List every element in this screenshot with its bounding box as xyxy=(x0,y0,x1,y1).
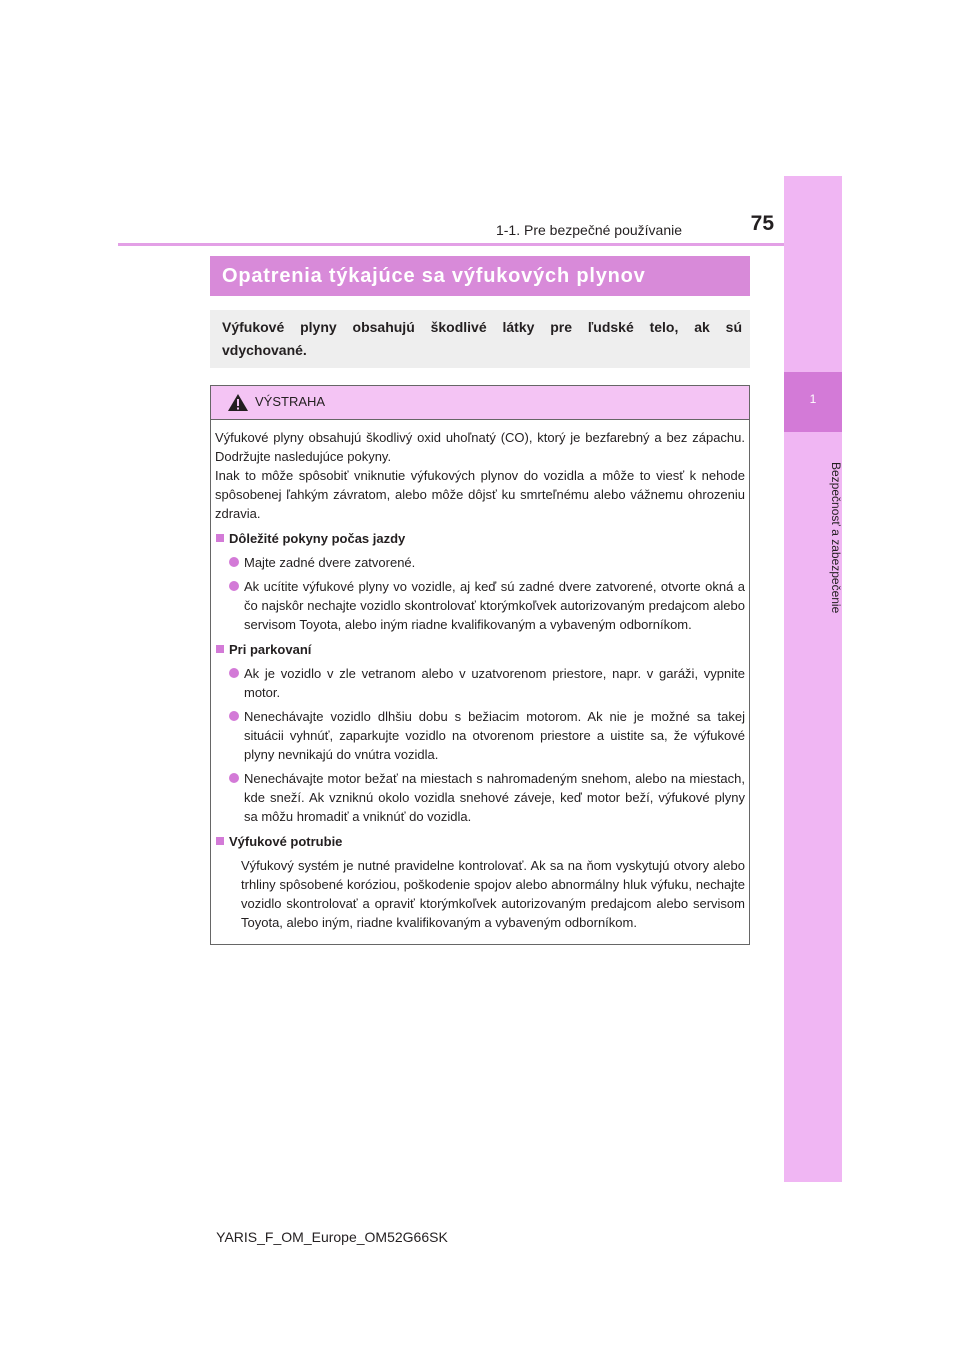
square-bullet-icon xyxy=(216,645,224,653)
document-footer-id: YARIS_F_OM_Europe_OM52G66SK xyxy=(216,1229,448,1245)
list-item: Majte zadné dvere zatvorené. xyxy=(229,553,745,572)
chapter-side-tab xyxy=(784,176,842,1182)
page-title: Opatrenia týkajúce sa výfukových plynov xyxy=(210,256,750,296)
section-heading-parking: Pri parkovaní xyxy=(215,640,745,659)
intro-summary: Výfukové plyny obsahujú škodlivé látky pre ľudské telo, ak sú vdychované. xyxy=(210,310,750,368)
round-bullet-icon xyxy=(229,668,239,678)
warning-body xyxy=(215,428,745,932)
square-bullet-icon xyxy=(216,534,224,542)
round-bullet-icon xyxy=(229,557,239,567)
header-divider xyxy=(118,243,784,246)
list-item: Ak je vozidlo v zle vetranom alebo v uzatvorenom priestore, napr. v garáži, vypnite motor. xyxy=(229,664,745,702)
section-text: Výfukový systém je nutné pravidelne kontrolovať. Ak sa na ňom vyskytujú otvory alebo trhliny spôsobené koróziou, poškodenie spojov alebo abnormálny hluk výfuku, nechajte vozidlo skontrolovať a opraviť ktorýmkoľvek autorizovaným predajcom alebo servisom Toyota, alebo iným, riadne kvalifikovaným a vybaveným odborníkom. xyxy=(241,858,745,930)
round-bullet-icon xyxy=(229,773,239,783)
warning-paragraph: Výfukové plyny obsahujú škodlivý oxid uhoľnatý (CO), ktorý je bezfarebný a bez zápachu. Dodržujte nasledujúce pokyny. xyxy=(215,430,745,464)
chapter-number: 1 xyxy=(809,392,817,406)
section-heading: 1-1. Pre bezpečné používanie xyxy=(495,222,682,238)
section-heading-exhaust-pipe: Výfukové potrubie xyxy=(215,832,745,851)
warning-header xyxy=(211,386,749,420)
chapter-label: Bezpečnosť a zabezpečenie xyxy=(829,462,843,614)
list-item: Nenechávajte vozidlo dlhšiu dobu s bežiacim motorom. Ak nie je možné sa takej situácii vyhnúť, zaparkujte vozidlo na otvorenom priestore a uistite sa, že výfukové plyny nevnikajú do vnútra vozidla. xyxy=(229,707,745,764)
list-item: Ak ucítite výfukové plyny vo vozidle, aj keď sú zadné dvere zatvorené, otvorte okná a čo najskôr nechajte vozidlo skontrolovať ktorýmkoľvek autorizovaným predajcom alebo servisom Toyota, alebo iným riadne kvalifikovaným a vybaveným odborníkom. xyxy=(229,577,745,634)
square-bullet-icon xyxy=(216,837,224,845)
warning-title: VÝSTRAHA xyxy=(255,394,326,409)
round-bullet-icon xyxy=(229,711,239,721)
warning-paragraph: Inak to môže spôsobiť vniknutie výfukových plynov do vozidla a môže to viesť k nehode spôsobenej ľahkým závratom, alebo môže dôjsť ku smrteľnému alebo vážnemu ohrozeniu zdravia. xyxy=(215,468,745,521)
round-bullet-icon xyxy=(229,581,239,591)
list-item: Nenechávajte motor bežať na miestach s nahromadeným snehom, alebo na miestach, kde sneží. Ak vzniknú okolo vozidla snehové záveje, keď motor beží, výfukové plyny sa môžu hromadiť a vniknúť do vozidla. xyxy=(229,769,745,826)
section-heading-driving: Dôležité pokyny počas jazdy xyxy=(215,529,745,548)
page-number: 75 xyxy=(750,212,774,235)
warning-box xyxy=(210,385,750,945)
warning-triangle-icon xyxy=(227,393,249,417)
